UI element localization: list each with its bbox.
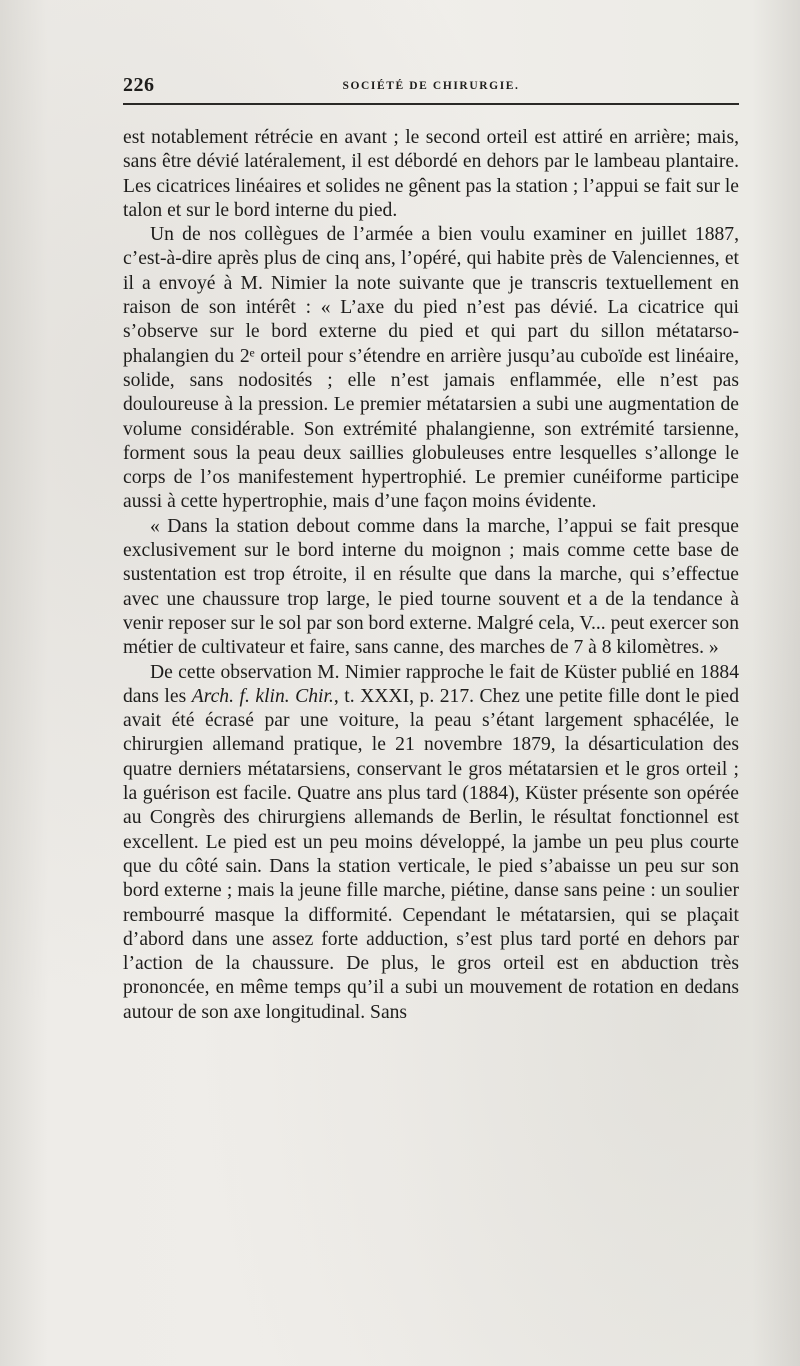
header-rule xyxy=(123,103,739,105)
body-text xyxy=(123,126,739,1025)
journal-title: Arch. f. klin. Chir. xyxy=(191,685,334,707)
paragraph-4 xyxy=(123,661,739,1025)
paragraph-1: est notablement rétrécie en avant ; le second orteil est attiré en arrière; mais, sans être dévié latéralement, il est débordé en dehors par le lambeau plantaire. Les cicatrices linéaires et solides ne gênent pas la station ; l’appui se fait sur le talon et sur le bord interne du pied. xyxy=(123,127,739,221)
page-header xyxy=(123,74,739,102)
paragraph-4-start: De cette observation M. Nimier rapproche le fait de Küster publié en 1884 dans les xyxy=(123,661,739,707)
running-head: SOCIÉTÉ DE CHIRURGIE. xyxy=(342,80,520,92)
paragraph-2: Un de nos collègues de l’armée a bien voulu examiner en juillet 1887, c’est-à-dire après plus de cinq ans, l’opéré, qui habite près de Valenciennes, et il a envoyé à M. Nimier la note suivante que je transcris textuellement en raison de son intérêt : « L’axe du pied n’est pas dévié. La cicatrice qui s’observe sur le bord externe du pied et qui part du sillon métatarso-phalangien du 2ᵉ orteil pour s’étendre en arrière jusqu’au cuboïde est linéaire, solide, sans nodosités ; elle n’est jamais enflammée, elle n’est pas douloureuse à la pression. Le premier métatarsien a subi une augmentation de volume considérable. Son extrémité phalangienne, son extrémité tarsienne, forment sous la peau deux saillies globuleuses entre lesquelles s’allonge le corps de l’os manifestement hypertrophié. Le premier cunéiforme participe aussi à cette hypertrophie, mais d’une façon moins évidente. xyxy=(123,224,739,513)
paragraph-3: « Dans la station debout comme dans la marche, l’appui se fait presque exclusivement sur le bord interne du moignon ; mais comme cette base de sustentation est trop étroite, il en résulte que dans la marche, qui s’effectue avec une chaussure trop large, le pied tourne souvent et a de la tendance à venir reposer sur le sol par son bord externe. Malgré cela, V... peut exercer son métier de cultivateur et faire, sans canne, des marches de 7 à 8 kilomètres. » xyxy=(123,515,739,659)
paragraph-4-rest: , t. XXXI, p. 217. Chez une petite fille dont le pied avait été écrasé par une voiture, la peau s’étant largement sphacélée, le chirurgien allemand pratique, le 21 novembre 1879, la désarticulation des quatre derniers métatarsiens, conservant le gros métatarsien et le gros orteil ; la guérison est facile. Quatre ans plus tard (1884), Küster présente son opérée au Congrès des chirurgiens allemands de Berlin, le résultat fonctionnel est excellent. Le pied est un peu moins développé, la jambe un peu plus courte que du côté sain. Dans la station verticale, le pied s’abaisse un peu sur son bord externe ; mais la jeune fille marche, piétine, danse sans peine : un soulier rembourré masque la difformité. Cependant le métatarsien, qui se plaçait d’abord dans une assez forte adduction, s’est plus tard porté en dehors par l’action de la chaussure. De plus, le gros orteil est en abduction très prononcée, en même temps qu’il a subi un mouvement de rotation en dedans autour de son axe longitudinal. Sans xyxy=(123,685,739,1023)
page-number: 226 xyxy=(123,74,155,96)
